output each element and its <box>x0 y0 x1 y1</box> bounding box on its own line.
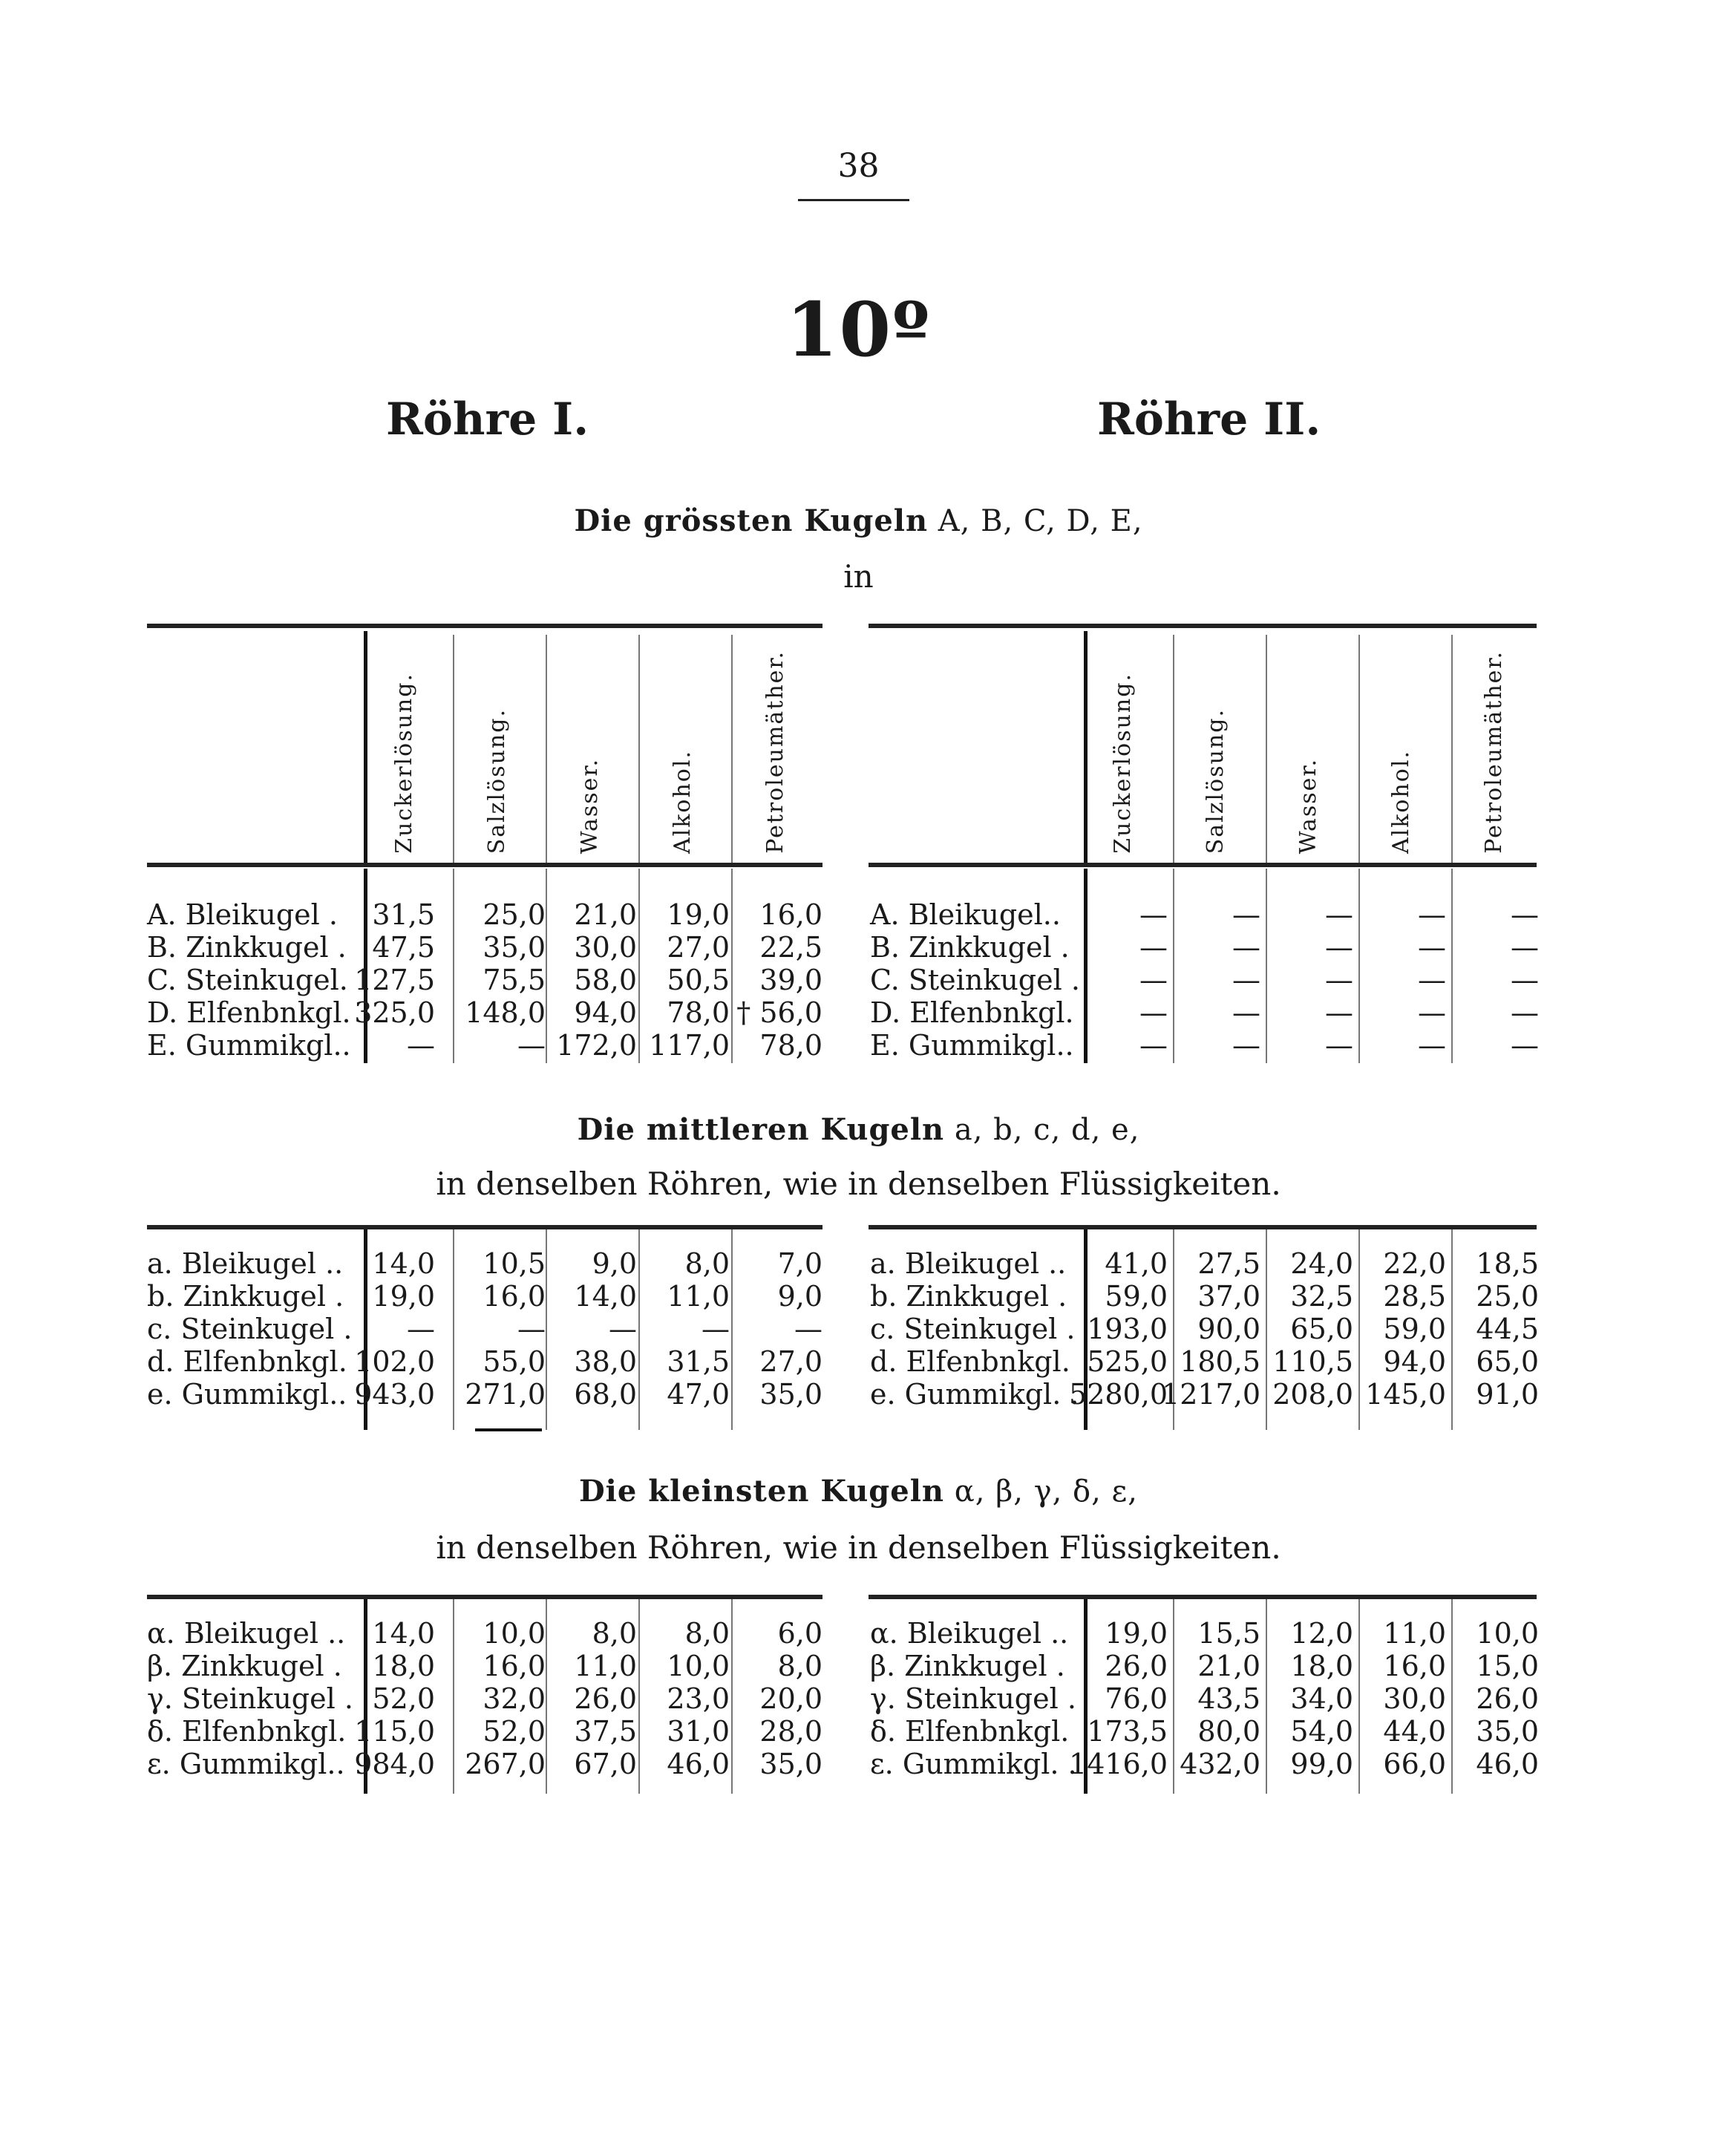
row-label-left: c. Steinkugel . <box>147 1313 353 1345</box>
table-cell: 148,0 <box>465 996 546 1029</box>
row-label-left: E. Gummikgl.. <box>147 1029 351 1062</box>
column-header-left-4: Alkohol. <box>670 749 696 854</box>
table-cell: 193,0 <box>1087 1313 1168 1345</box>
table-cell: 19,0 <box>1105 1617 1168 1650</box>
table-cell: 35,0 <box>759 1378 822 1411</box>
row-label-right: E. Gummikgl.. <box>870 1029 1074 1062</box>
table-cell: 31,5 <box>667 1345 730 1378</box>
table-cell: — <box>1511 898 1539 931</box>
row-label-left: δ. Elfenbnkgl. <box>147 1715 347 1748</box>
table-cell: — <box>1418 996 1446 1029</box>
row-label-left: d. Elfenbnkgl. <box>147 1345 347 1378</box>
temperature-heading: 10º <box>785 286 932 373</box>
table-cell: — <box>1139 931 1168 964</box>
table-cell: 271,0 <box>465 1378 546 1411</box>
row-label-left: D. Elfenbnkgl. <box>147 996 351 1029</box>
table-cell: — <box>1511 996 1539 1029</box>
table-cell: 28,0 <box>759 1715 822 1748</box>
header-divider-left-3 <box>638 635 640 863</box>
table-cell: — <box>517 1029 546 1062</box>
table-cell: 30,0 <box>574 931 637 964</box>
header-divider-right-3 <box>1358 635 1360 863</box>
table-cell: 41,0 <box>1105 1247 1168 1280</box>
header-divider-left-2 <box>546 635 547 863</box>
header-bottom-rule-right <box>869 863 1537 867</box>
table-cell: 172,0 <box>556 1029 637 1062</box>
table-cell: 8,0 <box>684 1617 730 1650</box>
column-header-left-3: Wasser. <box>577 757 603 854</box>
table-cell: 52,0 <box>483 1715 546 1748</box>
table-cell: 28,5 <box>1383 1280 1446 1313</box>
table-cell: 25,0 <box>483 898 546 931</box>
table-cell: 10,0 <box>1476 1617 1539 1650</box>
table3-top-rule-left <box>147 1595 822 1599</box>
table-cell: 68,0 <box>574 1378 637 1411</box>
table-cell: — <box>1139 964 1168 996</box>
table-cell: 26,0 <box>574 1682 637 1715</box>
section2-title-bold: Die mittleren Kugeln <box>577 1112 945 1147</box>
section1-title <box>0 503 1717 538</box>
table-cell: — <box>1139 898 1168 931</box>
table-cell: 16,0 <box>759 898 822 931</box>
table-cell: — <box>1232 1029 1260 1062</box>
table-cell: 39,0 <box>759 964 822 996</box>
table-cell: 10,5 <box>483 1247 546 1280</box>
table-cell: 38,0 <box>574 1345 637 1378</box>
section1-title-bold: Die grössten Kugeln <box>574 503 929 538</box>
header-divider-right-1 <box>1173 635 1174 863</box>
table-cell: 46,0 <box>1476 1748 1539 1780</box>
table-cell: 21,0 <box>574 898 637 931</box>
column-header-left-2: Salzlösung. <box>484 708 510 854</box>
header-divider-right-2 <box>1266 635 1267 863</box>
table-cell: 50,5 <box>667 964 730 996</box>
row-label-right: d. Elfenbnkgl. <box>870 1345 1070 1378</box>
table-cell: — <box>1418 964 1446 996</box>
table-cell: — <box>1511 931 1539 964</box>
table-cell: 94,0 <box>1383 1345 1446 1378</box>
row-label-right: D. Elfenbnkgl. <box>870 996 1074 1029</box>
table-cell: — <box>1325 996 1353 1029</box>
header-divider-left-1 <box>453 635 454 863</box>
table-cell: — <box>1139 1029 1168 1062</box>
table-cell: — <box>1511 1029 1539 1062</box>
table-cell: — <box>407 1029 435 1062</box>
section3-title <box>0 1474 1717 1509</box>
table-cell: 27,5 <box>1197 1247 1260 1280</box>
column-header-left-5: Petroleumäther. <box>762 650 788 854</box>
table-cell: 19,0 <box>372 1280 435 1313</box>
table1-top-rule-right <box>869 624 1537 628</box>
column-header-right-5: Petroleumäther. <box>1481 650 1507 854</box>
table-cell: — <box>1511 964 1539 996</box>
table-cell: 18,0 <box>1290 1650 1353 1682</box>
row-label-right: γ. Steinkugel . <box>870 1682 1076 1715</box>
table-cell: 23,0 <box>667 1682 730 1715</box>
row-label-left: C. Steinkugel. <box>147 964 348 996</box>
row-label-right: b. Zinkkugel . <box>870 1280 1067 1313</box>
row-label-right: β. Zinkkugel . <box>870 1650 1065 1682</box>
section3-subtitle: in denselben Röhren, wie in denselben Flüssigkeiten. <box>436 1529 1281 1566</box>
table-cell: 110,5 <box>1272 1345 1353 1378</box>
table-cell: 55,0 <box>483 1345 546 1378</box>
section2-title-rest: a, b, c, d, e, <box>944 1113 1140 1147</box>
table-cell: 18,0 <box>372 1650 435 1682</box>
table-cell: 943,0 <box>354 1378 435 1411</box>
table-cell: 37,0 <box>1197 1280 1260 1313</box>
table-cell: 32,5 <box>1290 1280 1353 1313</box>
row-label-left: ε. Gummikgl.. <box>147 1748 345 1780</box>
table-cell: 46,0 <box>667 1748 730 1780</box>
table-cell: 34,0 <box>1290 1682 1353 1715</box>
table-cell: 25,0 <box>1476 1280 1539 1313</box>
header-thick-divider-right <box>1084 631 1088 863</box>
table-cell: 47,0 <box>667 1378 730 1411</box>
table-cell: 525,0 <box>1087 1345 1168 1378</box>
table-cell: — <box>407 1313 435 1345</box>
section2-subtitle: in denselben Röhren, wie in denselben Flüssigkeiten. <box>436 1166 1281 1202</box>
tube-right-heading: Röhre II. <box>1097 393 1321 445</box>
table-cell: 35,0 <box>759 1748 822 1780</box>
table-cell: 12,0 <box>1290 1617 1353 1650</box>
table-cell: 67,0 <box>574 1748 637 1780</box>
table-cell: — <box>1325 964 1353 996</box>
table-cell: 66,0 <box>1383 1748 1446 1780</box>
table-cell: 27,0 <box>667 931 730 964</box>
table-cell: 9,0 <box>592 1247 637 1280</box>
table-cell: 180,5 <box>1180 1345 1260 1378</box>
column-header-right-2: Salzlösung. <box>1203 708 1229 854</box>
table-cell: — <box>517 1313 546 1345</box>
table-cell: 21,0 <box>1197 1650 1260 1682</box>
table1-top-rule-left <box>147 624 822 628</box>
table-cell: 90,0 <box>1197 1313 1260 1345</box>
column-header-right-4: Alkohol. <box>1388 749 1414 854</box>
table-cell: 80,0 <box>1197 1715 1260 1748</box>
page-number: 38 <box>837 147 880 185</box>
table-cell: 14,0 <box>372 1617 435 1650</box>
table-cell: 43,5 <box>1197 1682 1260 1715</box>
table-cell: 325,0 <box>354 996 435 1029</box>
table-cell: 16,0 <box>483 1280 546 1313</box>
table-cell: — <box>1232 964 1260 996</box>
table-cell: 26,0 <box>1105 1650 1168 1682</box>
column-header-right-3: Wasser. <box>1295 757 1321 854</box>
table-cell: 7,0 <box>777 1247 822 1280</box>
table-cell: 44,0 <box>1383 1715 1446 1748</box>
table-cell: 37,5 <box>574 1715 637 1748</box>
section3-title-rest: α, β, γ, δ, ε, <box>944 1474 1138 1509</box>
table-cell: 14,0 <box>574 1280 637 1313</box>
table-cell: 15,0 <box>1476 1650 1539 1682</box>
header-divider-left-4 <box>731 635 733 863</box>
header-divider-right-4 <box>1451 635 1453 863</box>
table-cell: — <box>1232 898 1260 931</box>
row-label-left: β. Zinkkugel . <box>147 1650 342 1682</box>
table-cell: 267,0 <box>465 1748 546 1780</box>
table-cell: 78,0 <box>667 996 730 1029</box>
table-cell: 35,0 <box>1476 1715 1539 1748</box>
table-cell: 16,0 <box>1383 1650 1446 1682</box>
row-label-right: c. Steinkugel . <box>870 1313 1076 1345</box>
table-cell: 8,0 <box>592 1617 637 1650</box>
table-cell: — <box>1139 996 1168 1029</box>
row-label-right: δ. Elfenbnkgl. <box>870 1715 1070 1748</box>
table-cell: — <box>1325 931 1353 964</box>
table-cell: 52,0 <box>372 1682 435 1715</box>
table-cell: 27,0 <box>759 1345 822 1378</box>
table-cell: 18,5 <box>1476 1247 1539 1280</box>
table-cell: 145,0 <box>1365 1378 1446 1411</box>
table-cell: 102,0 <box>354 1345 435 1378</box>
table-cell: 91,0 <box>1476 1378 1539 1411</box>
column-header-right-1: Zuckerlösung. <box>1110 673 1136 854</box>
header-thick-divider-left <box>364 631 367 863</box>
table-cell: 31,0 <box>667 1715 730 1748</box>
table-cell: 9,0 <box>777 1280 822 1313</box>
table-cell: 11,0 <box>667 1280 730 1313</box>
table-cell: — <box>1418 898 1446 931</box>
row-label-left: A. Bleikugel . <box>147 898 338 931</box>
table-cell: 16,0 <box>483 1650 546 1682</box>
table-cell: 432,0 <box>1180 1748 1260 1780</box>
table-cell: 208,0 <box>1272 1378 1353 1411</box>
value-underline-mark <box>475 1428 542 1431</box>
table-cell: — <box>794 1313 822 1345</box>
table-cell: 1416,0 <box>1069 1748 1168 1780</box>
section2-title <box>0 1112 1717 1147</box>
table-cell: 22,0 <box>1383 1247 1446 1280</box>
table-cell: — <box>609 1313 637 1345</box>
row-label-right: e. Gummikgl. . <box>870 1378 1079 1411</box>
table-cell: 65,0 <box>1476 1345 1539 1378</box>
table-cell: † 56,0 <box>736 996 822 1029</box>
table-cell: 75,5 <box>483 964 546 996</box>
header-bottom-rule-left <box>147 863 822 867</box>
row-label-left: e. Gummikgl.. <box>147 1378 347 1411</box>
column-header-left-1: Zuckerlösung. <box>391 673 417 854</box>
table-cell: 8,0 <box>684 1247 730 1280</box>
row-label-right: B. Zinkkugel . <box>870 931 1070 964</box>
row-label-left: α. Bleikugel .. <box>147 1617 346 1650</box>
section3-title-bold: Die kleinsten Kugeln <box>578 1474 944 1509</box>
row-label-left: a. Bleikugel .. <box>147 1247 344 1280</box>
table-cell: 76,0 <box>1105 1682 1168 1715</box>
table-cell: 47,5 <box>372 931 435 964</box>
table-cell: — <box>1232 931 1260 964</box>
table-cell: 15,5 <box>1197 1617 1260 1650</box>
table-cell: 173,5 <box>1087 1715 1168 1748</box>
table-cell: 35,0 <box>483 931 546 964</box>
table-cell: 65,0 <box>1290 1313 1353 1345</box>
table-cell: 5280,0 <box>1069 1378 1168 1411</box>
table2-top-rule-left <box>147 1225 822 1229</box>
section1-subtitle: in <box>843 558 874 595</box>
tube-left-heading: Röhre I. <box>386 393 589 445</box>
table-cell: 44,5 <box>1476 1313 1539 1345</box>
table-cell: 10,0 <box>667 1650 730 1682</box>
page-number-rule <box>798 199 909 201</box>
table-cell: 31,5 <box>372 898 435 931</box>
table-cell: — <box>1232 996 1260 1029</box>
table-cell: 127,5 <box>354 964 435 996</box>
table-cell: 20,0 <box>759 1682 822 1715</box>
table-cell: — <box>1325 898 1353 931</box>
row-label-right: ε. Gummikgl. . <box>870 1748 1077 1780</box>
table-cell: 26,0 <box>1476 1682 1539 1715</box>
section1-title-rest: A, B, C, D, E, <box>928 504 1143 538</box>
table-cell: 984,0 <box>354 1748 435 1780</box>
row-label-left: B. Zinkkugel . <box>147 931 347 964</box>
table-cell: — <box>1418 931 1446 964</box>
table-cell: 59,0 <box>1383 1313 1446 1345</box>
table-cell: 94,0 <box>574 996 637 1029</box>
table-cell: 22,5 <box>759 931 822 964</box>
table-cell: 8,0 <box>777 1650 822 1682</box>
table-cell: 58,0 <box>574 964 637 996</box>
table2-top-rule-right <box>869 1225 1537 1229</box>
row-label-right: A. Bleikugel.. <box>870 898 1061 931</box>
table-cell: 32,0 <box>483 1682 546 1715</box>
table-cell: 11,0 <box>1383 1617 1446 1650</box>
table-cell: 115,0 <box>354 1715 435 1748</box>
row-label-right: a. Bleikugel .. <box>870 1247 1067 1280</box>
table-cell: — <box>701 1313 730 1345</box>
row-label-left: b. Zinkkugel . <box>147 1280 344 1313</box>
table-cell: 117,0 <box>649 1029 730 1062</box>
table-cell: 10,0 <box>483 1617 546 1650</box>
table3-top-rule-right <box>869 1595 1537 1599</box>
table-cell: 54,0 <box>1290 1715 1353 1748</box>
row-label-right: α. Bleikugel .. <box>870 1617 1069 1650</box>
table-cell: 59,0 <box>1105 1280 1168 1313</box>
table-cell: 14,0 <box>372 1247 435 1280</box>
table-cell: 1217,0 <box>1162 1378 1260 1411</box>
row-label-left: γ. Steinkugel . <box>147 1682 353 1715</box>
table-cell: 78,0 <box>759 1029 822 1062</box>
table-cell: 24,0 <box>1290 1247 1353 1280</box>
table-cell: 11,0 <box>574 1650 637 1682</box>
row-label-right: C. Steinkugel . <box>870 964 1080 996</box>
table-cell: — <box>1325 1029 1353 1062</box>
table-cell: 6,0 <box>777 1617 822 1650</box>
table-cell: 99,0 <box>1290 1748 1353 1780</box>
table-cell: 19,0 <box>667 898 730 931</box>
table-cell: 30,0 <box>1383 1682 1446 1715</box>
table-cell: — <box>1418 1029 1446 1062</box>
